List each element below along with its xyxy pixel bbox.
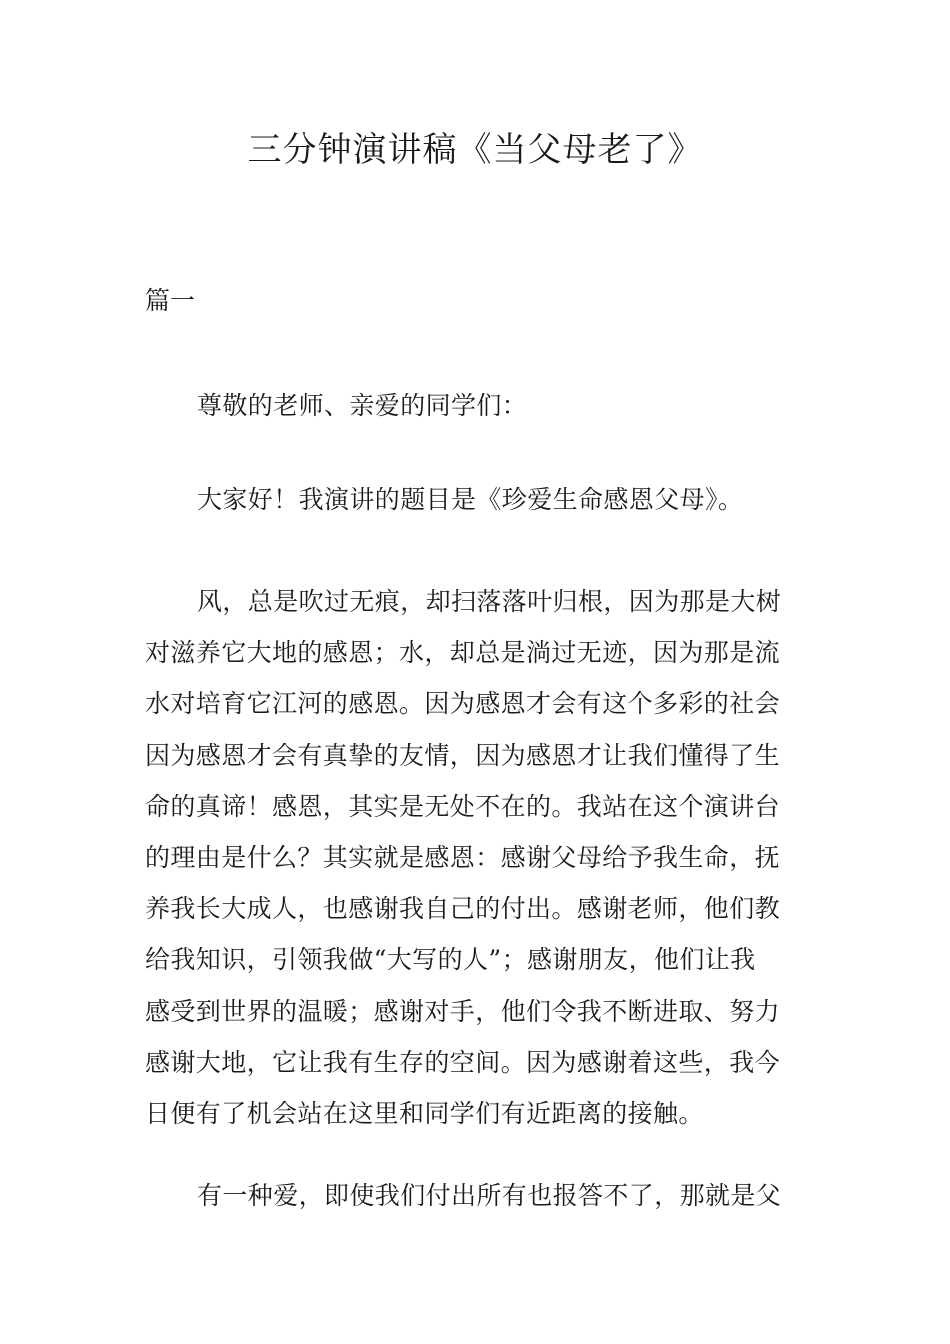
paragraph-line: 对滋养它大地的感恩；水，却总是淌过无迹，因为那是流: [145, 638, 781, 668]
paragraph-line: 养我长大成人，也感谢我自己的付出。感谢老师，他们教: [145, 894, 781, 924]
paragraph-line: 有一种爱，即使我们付出所有也报答不了，那就是父: [197, 1181, 782, 1210]
paragraph-line: 风，总是吹过无痕，却扫落落叶归根，因为那是大树: [197, 587, 782, 616]
paragraph-line: 因为感恩才会有真挚的友情，因为感恩才让我们懂得了生: [145, 740, 781, 770]
section-label: 篇一: [145, 286, 196, 315]
paragraph-line: 感受到世界的温暖；感谢对手，他们令我不断进取、努力: [145, 996, 781, 1026]
document-title: 三分钟演讲稿《当父母老了》: [247, 130, 703, 170]
paragraph-line: 给我知识，引领我做“大写的人”；感谢朋友，他们让我: [145, 945, 756, 975]
paragraph-line: 水对培育它江河的感恩。因为感恩才会有这个多彩的社会: [145, 689, 781, 719]
paragraph-line: 尊敬的老师、亲爱的同学们：: [197, 391, 528, 420]
paragraph-body: [145, 576, 807, 1139]
paragraph-intro: [145, 474, 807, 525]
paragraph-greeting: [145, 380, 807, 431]
paragraph-love: [145, 1170, 807, 1221]
paragraph-line: 感谢大地，它让我有生存的空间。因为感谢着这些，我今: [145, 1047, 781, 1077]
paragraph-line: 日便有了机会站在这里和同学们有近距离的接触。: [145, 1098, 704, 1128]
paragraph-line: 命的真谛！感恩，其实是无处不在的。我站在这个演讲台: [145, 791, 781, 821]
paragraph-line: 的理由是什么？其实就是感恩：感谢父母给予我生命，抚: [145, 842, 781, 872]
paragraph-line: 大家好！我演讲的题目是《珍爱生命感恩父母》。: [197, 485, 744, 514]
